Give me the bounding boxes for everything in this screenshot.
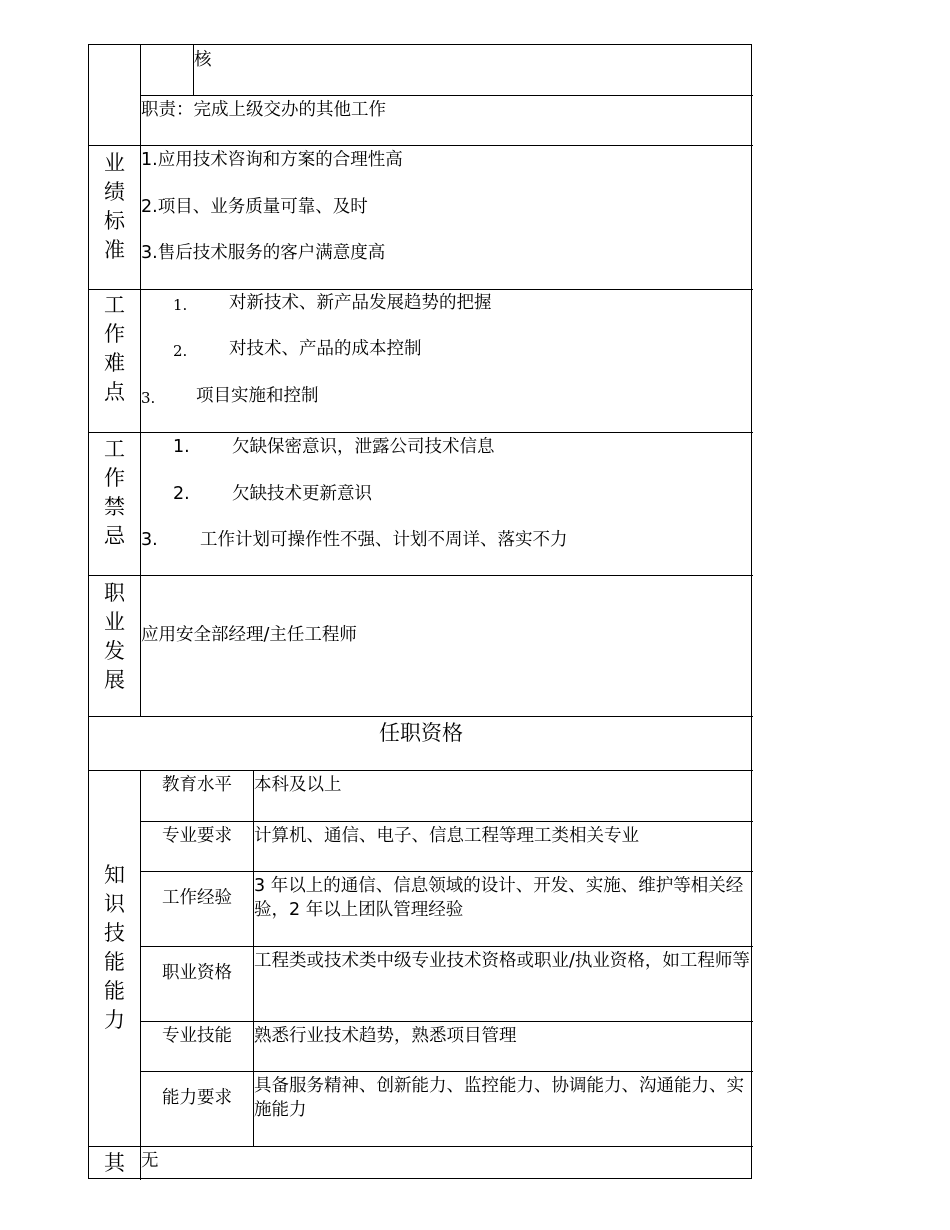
performance-item: 2.项目、业务质量可靠、及时	[141, 197, 368, 217]
difficulty-number: 2.	[173, 342, 188, 360]
qual-value: 熟悉行业技术趋势，熟悉项目管理	[254, 1026, 517, 1046]
column-divider	[140, 45, 141, 716]
difficulty-number: 3.	[141, 389, 156, 407]
qual-value: 3 年以上的通信、信息领域的设计、开发、实施、维护等相关经验，2 年以上团队管理经验	[254, 876, 744, 920]
difficulty-item: 对新技术、新产品发展趋势的把握	[229, 293, 492, 313]
skills-label: 知 识 技 能 能 力	[104, 863, 125, 1032]
other-label: 其	[104, 1151, 125, 1175]
qual-key: 专业要求	[162, 826, 232, 846]
row-divider	[89, 289, 753, 290]
qual-key: 专业技能	[162, 1026, 232, 1046]
qual-value: 具备服务精神、创新能力、监控能力、协调能力、沟通能力、实施能力	[254, 1076, 744, 1120]
taboo-item: 欠缺技术更新意识	[232, 484, 372, 504]
row-divider	[89, 145, 753, 146]
row-divider	[89, 575, 753, 576]
qual-value: 计算机、通信、电子、信息工程等理工类相关专业	[254, 826, 639, 846]
row-divider	[140, 946, 753, 947]
career-text: 应用安全部经理/主任工程师	[141, 625, 357, 645]
taboo-number: 2.	[173, 484, 190, 504]
performance-item: 3.售后技术服务的客户满意度高	[141, 243, 386, 263]
row-divider	[140, 1071, 753, 1072]
row-divider	[89, 770, 753, 771]
difficulty-item: 项目实施和控制	[196, 386, 319, 406]
taboos-label: 工 作 禁 忌	[104, 437, 125, 548]
row-divider	[89, 432, 753, 433]
qual-key: 教育水平	[162, 775, 232, 795]
row-divider	[140, 95, 753, 96]
row-divider	[89, 716, 753, 717]
qual-value: 本科及以上	[254, 775, 342, 795]
difficulty-item: 对技术、产品的成本控制	[229, 339, 422, 359]
taboo-number: 1.	[173, 437, 190, 457]
job-description-table	[88, 44, 752, 1179]
taboo-item: 欠缺保密意识，泄露公司技术信息	[232, 437, 495, 457]
top-fragment-text: 核	[194, 50, 212, 70]
row-divider	[89, 1146, 753, 1147]
row-divider	[140, 1021, 753, 1022]
other-text: 无	[141, 1151, 159, 1171]
performance-label: 业 绩 标 准	[104, 151, 125, 262]
qual-key: 职业资格	[162, 963, 232, 983]
row-divider	[140, 871, 753, 872]
career-label: 职 业 发 展	[104, 581, 125, 692]
qual-key: 能力要求	[162, 1088, 232, 1108]
row-divider	[140, 821, 753, 822]
difficulties-label: 工 作 难 点	[104, 293, 125, 404]
duty-text: 职责：完成上级交办的其他工作	[141, 100, 386, 120]
taboo-number: 3.	[141, 530, 158, 550]
qual-key: 工作经验	[162, 888, 232, 908]
qual-value: 工程类或技术类中级专业技术资格或职业/执业资格，如工程师等	[254, 951, 750, 971]
taboo-item: 工作计划可操作性不强、计划不周详、落实不力	[200, 530, 568, 550]
difficulty-number: 1.	[173, 296, 188, 314]
performance-item: 1.应用技术咨询和方案的合理性高	[141, 150, 403, 170]
qualifications-title: 任职资格	[379, 721, 463, 745]
